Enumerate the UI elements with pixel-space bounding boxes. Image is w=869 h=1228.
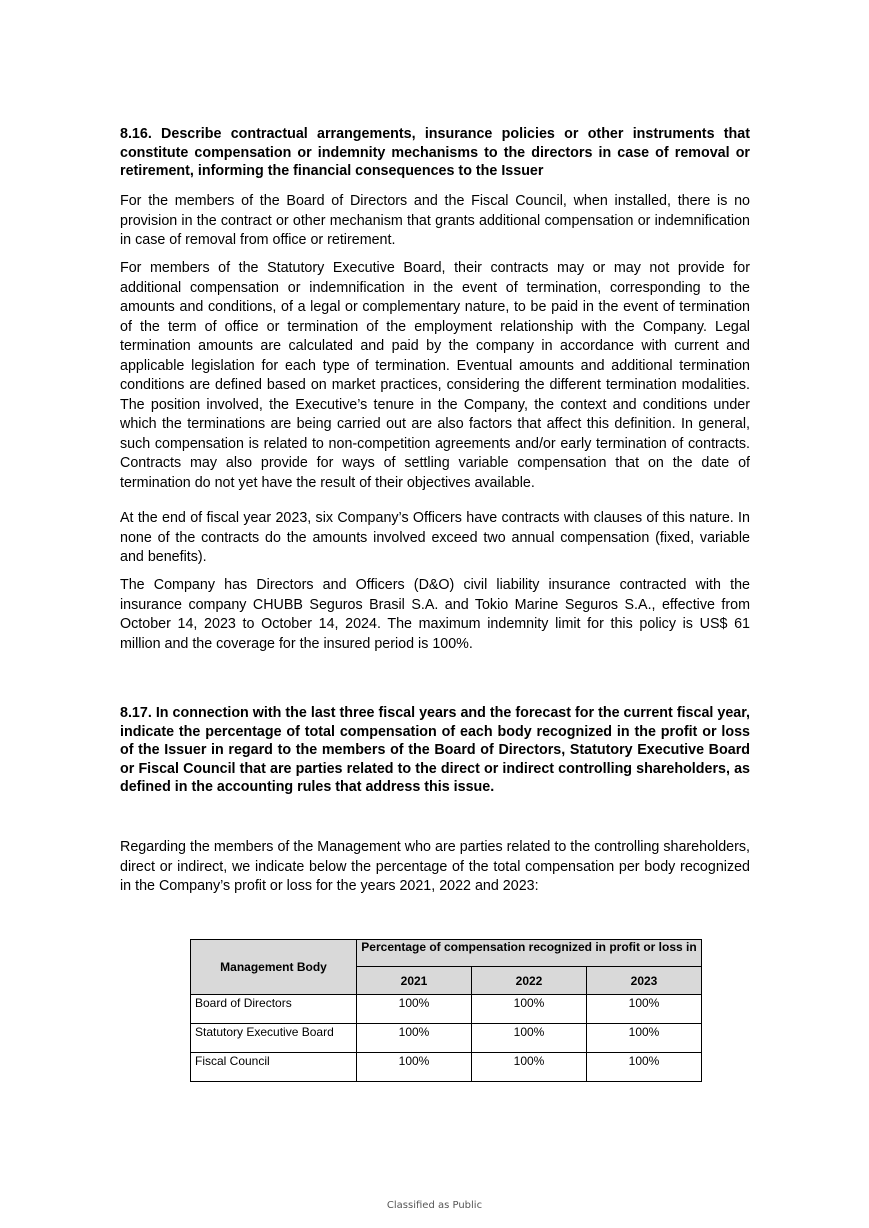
table-cell-body: Board of Directors	[191, 995, 357, 1024]
table-row	[191, 995, 702, 1024]
table-header-year: 2023	[587, 967, 702, 995]
table-header-body: Management Body	[191, 940, 357, 995]
table-cell-value: 100%	[587, 1024, 702, 1053]
table-cell-value: 100%	[357, 1053, 472, 1082]
section-8-16-paragraph-1: For the members of the Board of Directors and the Fiscal Council, when installed, there is no provision in the contract or other mechanism that grants additional compensation or indemnification in case of removal from office or retirement.	[120, 193, 750, 248]
table-row	[191, 1024, 702, 1053]
section-8-16-paragraph-2: For members of the Statutory Executive Board, their contracts may or may not provide for additional compensation or indemnification in the event of termination, corresponding to the amounts and conditions, of a legal or complementary nature, to be paid in the event of termination of the term of office or termination of the employment relationship with the Company. Legal termination amounts are calculated and paid by the company in accordance with current and applicable legislation for each type of termination. Eventual amounts and additional termination conditions are defined based on market practices, considering the different termination modalities. The position involved, the Executive’s tenure in the Company, the context and conditions under which the terminations are being carried out are also factors that affect this definition. In general, such compensation is related to non-competition agreements and/or early termination of contracts. Contracts may also provide for ways of settling variable compensation that on the date of termination do not yet have the result of their objectives available.	[120, 260, 750, 491]
section-8-16-paragraph-4: The Company has Directors and Officers (D&O) civil liability insurance contracted with the insurance company CHUBB Seguros Brasil S.A. and Tokio Marine Seguros S.A., effective from October 14, 2023 to October 14, 2024. The maximum indemnity limit for this policy is US$ 61 million and the coverage for the insured period is 100%.	[120, 577, 750, 652]
section-8-17-heading: 8.17. In connection with the last three fiscal years and the forecast for the current fiscal year, indicate the percentage of total compensation of each body recognized in the profit or loss of the Issuer in regard to the members of the Board of Directors, Statutory Executive Board or Fiscal Council that are parties related to the direct or indirect controlling shareholders, as defined in the accounting rules that address this issue.	[120, 705, 750, 795]
table-header-year: 2022	[472, 967, 587, 995]
table-cell-body: Fiscal Council	[191, 1053, 357, 1082]
section-8-16-heading: 8.16. Describe contractual arrangements, insurance policies or other instruments that constitute compensation or indemnity mechanisms to the directors in case of removal or retirement, informing the financial consequences to the Issuer	[120, 126, 750, 179]
table-cell-value: 100%	[472, 995, 587, 1024]
classification-footer: Classified as Public	[386, 1200, 483, 1211]
table-cell-value: 100%	[357, 995, 472, 1024]
compensation-table	[190, 939, 702, 1082]
table-header-year: 2021	[357, 967, 472, 995]
table-cell-body: Statutory Executive Board	[191, 1024, 357, 1053]
table-cell-value: 100%	[472, 1024, 587, 1053]
section-8-16-paragraph-3: At the end of fiscal year 2023, six Company’s Officers have contracts with clauses of this nature. In none of the contracts do the amounts involved exceed two annual compensation (fixed, variable and benefits).	[120, 510, 750, 565]
table-cell-value: 100%	[472, 1053, 587, 1082]
table-cell-value: 100%	[587, 1053, 702, 1082]
table-row	[191, 1053, 702, 1082]
table-header-group: Percentage of compensation recognized in profit or loss in	[357, 940, 702, 967]
section-8-17-paragraph-1: Regarding the members of the Management who are parties related to the controlling shareholders, direct or indirect, we indicate below the percentage of the total compensation per body recognized in the Company’s profit or loss for the years 2021, 2022 and 2023:	[120, 839, 750, 894]
table-cell-value: 100%	[587, 995, 702, 1024]
table-cell-value: 100%	[357, 1024, 472, 1053]
